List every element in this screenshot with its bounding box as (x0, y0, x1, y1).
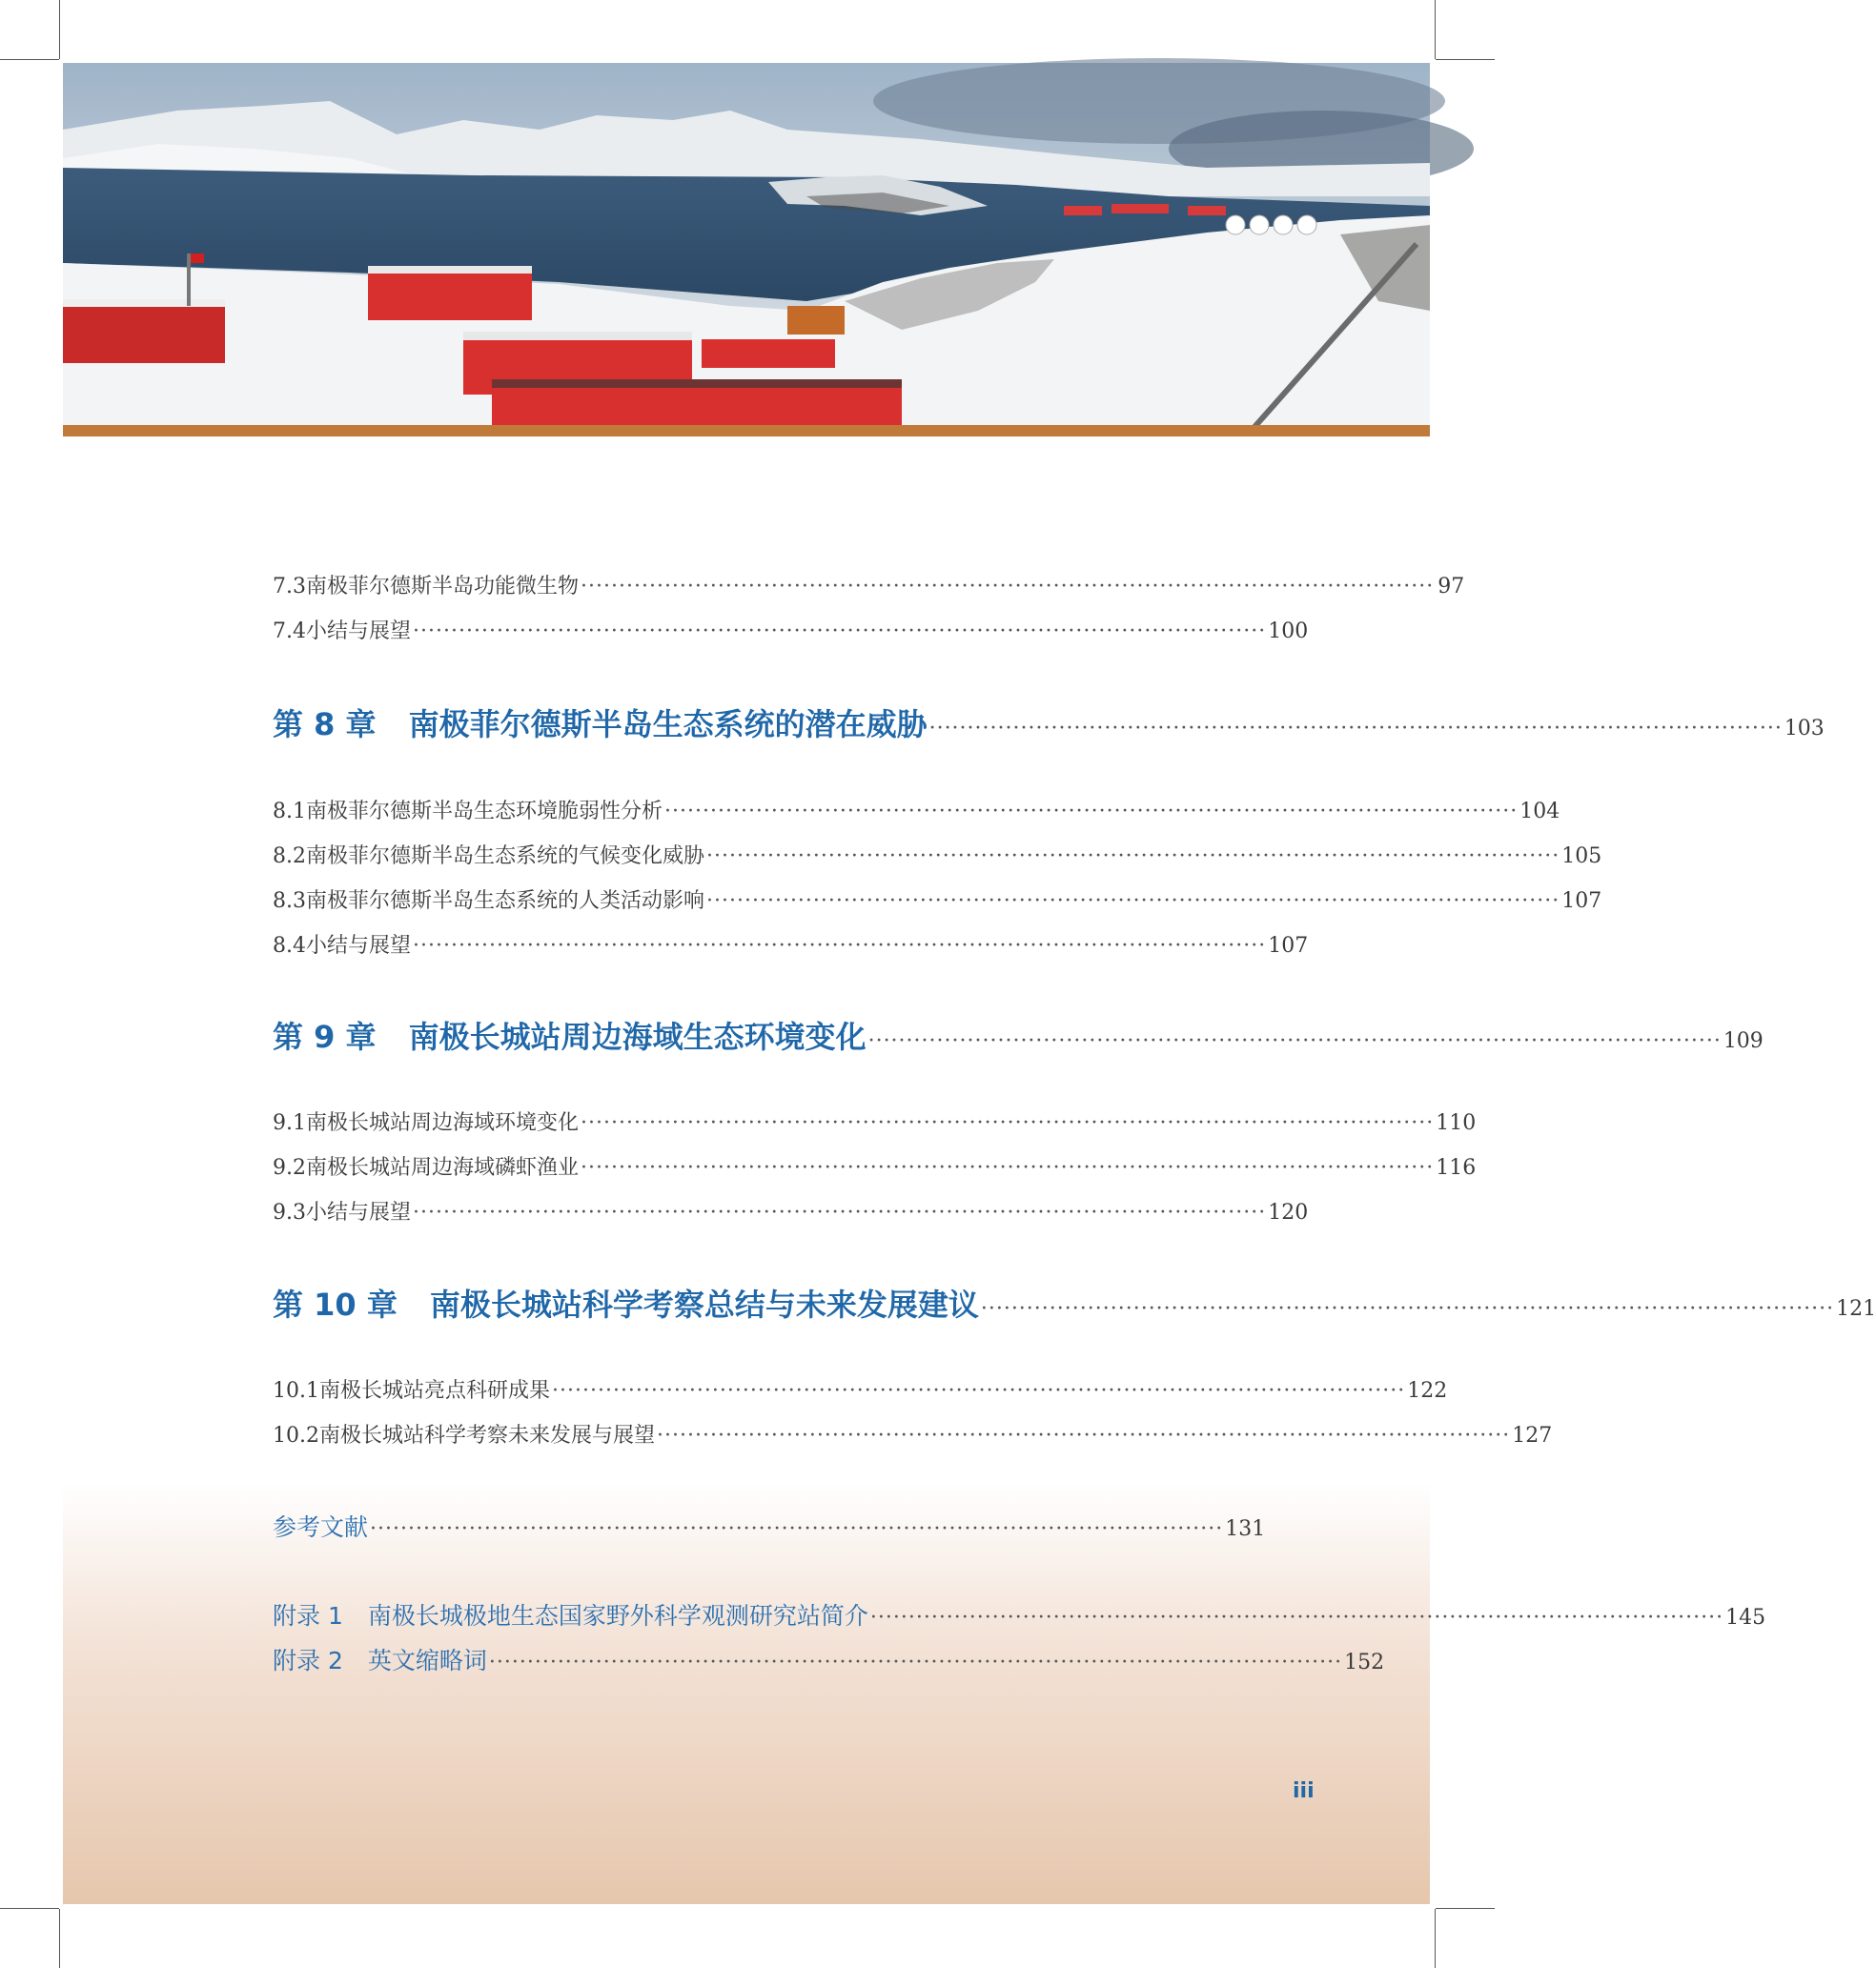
page-number: 103 (1784, 717, 1825, 741)
section-title: 南极菲尔德斯半岛功能微生物 (306, 575, 580, 599)
toc-entry[interactable] (273, 795, 1560, 824)
page-folio: iii (1293, 1779, 1315, 1803)
section-title: 南极菲尔德斯半岛生态环境脆弱性分析 (306, 800, 663, 823)
leader-dots: ················································································································ (370, 1517, 1224, 1541)
leader-dots: ················································································································ (664, 800, 1519, 823)
toc-entry[interactable] (273, 1374, 1448, 1404)
toc-entry[interactable] (273, 1419, 1553, 1449)
page-number: 122 (1407, 1379, 1448, 1403)
toc-chapter[interactable] (273, 1013, 1764, 1057)
toc-entry[interactable] (273, 615, 1309, 644)
appendix-title: 英文缩略词 (367, 1647, 487, 1674)
leader-dots: ················································································································ (581, 575, 1435, 599)
leader-dots: ················································································································ (413, 1201, 1267, 1225)
section-number: 10.2 (273, 1424, 319, 1448)
chapter-title: 南极菲尔德斯半岛生态系统的潜在威胁 (408, 706, 928, 742)
appendix-label: 附录 1 (273, 1602, 343, 1630)
section-title: 南极长城站周边海域环境变化 (306, 1111, 580, 1135)
toc-entry[interactable] (273, 1196, 1309, 1226)
leader-dots: ················································································································ (706, 844, 1560, 868)
section-number: 9.1 (273, 1111, 306, 1135)
section-title: 南极长城站科学考察未来发展与展望 (318, 1424, 655, 1448)
page-number: 97 (1438, 575, 1465, 599)
references-title: 参考文献 (273, 1513, 369, 1541)
leader-dots: ················································································································ (413, 619, 1267, 643)
chapter-title: 南极长城站周边海域生态环境变化 (408, 1019, 867, 1055)
section-title: 南极长城站周边海域磷虾渔业 (306, 1156, 580, 1180)
page-number: 109 (1723, 1029, 1764, 1053)
crop-mark (0, 1908, 59, 1909)
chapter-title: 南极长城站科学考察总结与未来发展建议 (429, 1287, 979, 1323)
toc-entry[interactable] (273, 570, 1465, 599)
section-title: 小结与展望 (306, 1201, 412, 1225)
page-number: 145 (1725, 1606, 1766, 1630)
leader-dots: ················································································································ (552, 1379, 1406, 1403)
leader-dots: ················································································································ (581, 1156, 1435, 1180)
page-number: 107 (1561, 889, 1602, 913)
chapter-number: 第 9 章 (273, 1019, 377, 1055)
crop-mark (1436, 1908, 1495, 1909)
crop-mark (1436, 59, 1495, 60)
leader-dots: ················································································································ (867, 1029, 1722, 1053)
section-number: 9.3 (273, 1201, 306, 1225)
leader-dots: ················································································································ (706, 889, 1560, 913)
toc-entry[interactable] (273, 1106, 1477, 1136)
chapter-number: 第 10 章 (273, 1287, 398, 1323)
toc-entry[interactable] (273, 840, 1602, 869)
toc-entry[interactable] (273, 884, 1602, 914)
leader-dots: ················································································································ (488, 1651, 1343, 1674)
section-title: 小结与展望 (306, 619, 412, 643)
section-number: 9.2 (273, 1156, 306, 1180)
crop-mark (1435, 1909, 1436, 1968)
appendix-label: 附录 2 (273, 1647, 343, 1674)
section-title: 小结与展望 (306, 934, 412, 958)
section-number: 8.3 (273, 889, 306, 913)
page-number: 105 (1561, 844, 1602, 868)
leader-dots: ················································································································ (581, 1111, 1435, 1135)
appendix-title: 南极长城极地生态国家野外科学观测研究站简介 (367, 1602, 868, 1630)
crop-mark (0, 59, 59, 60)
leader-dots: ················································································································ (980, 1297, 1835, 1321)
page-number: 104 (1519, 800, 1560, 823)
page-number: 120 (1268, 1201, 1309, 1225)
page-number: 116 (1436, 1156, 1477, 1180)
toc-entry[interactable] (273, 929, 1309, 959)
section-title: 南极菲尔德斯半岛生态系统的人类活动影响 (306, 889, 705, 913)
page-number: 107 (1268, 934, 1309, 958)
toc-chapter[interactable] (273, 700, 1825, 744)
section-title: 南极长城站亮点科研成果 (318, 1379, 550, 1403)
leader-dots: ················································································································ (928, 717, 1783, 741)
section-title: 南极菲尔德斯半岛生态系统的气候变化威胁 (306, 844, 705, 868)
page-number: 110 (1436, 1111, 1477, 1135)
toc-entry[interactable] (273, 1151, 1477, 1181)
toc-appendix[interactable] (273, 1597, 1766, 1632)
toc-appendix[interactable] (273, 1642, 1385, 1676)
section-number: 8.2 (273, 844, 306, 868)
section-number: 7.3 (273, 575, 306, 599)
crop-mark (1435, 0, 1436, 59)
page-number: 131 (1225, 1517, 1266, 1541)
section-number: 8.4 (273, 934, 306, 958)
toc-chapter[interactable] (273, 1281, 1876, 1325)
toc-references[interactable] (273, 1509, 1266, 1543)
section-number: 8.1 (273, 800, 306, 823)
section-number: 10.1 (273, 1379, 319, 1403)
page-number: 100 (1268, 619, 1309, 643)
crop-mark (59, 0, 60, 59)
page-number: 121 (1836, 1297, 1876, 1321)
leader-dots: ················································································································ (413, 934, 1267, 958)
chapter-number: 第 8 章 (273, 706, 377, 742)
leader-dots: ················································································································ (869, 1606, 1724, 1630)
section-number: 7.4 (273, 619, 306, 643)
leader-dots: ················································································································ (657, 1424, 1511, 1448)
crop-mark (59, 1909, 60, 1968)
page-number: 127 (1512, 1424, 1553, 1448)
page-number: 152 (1344, 1651, 1385, 1674)
